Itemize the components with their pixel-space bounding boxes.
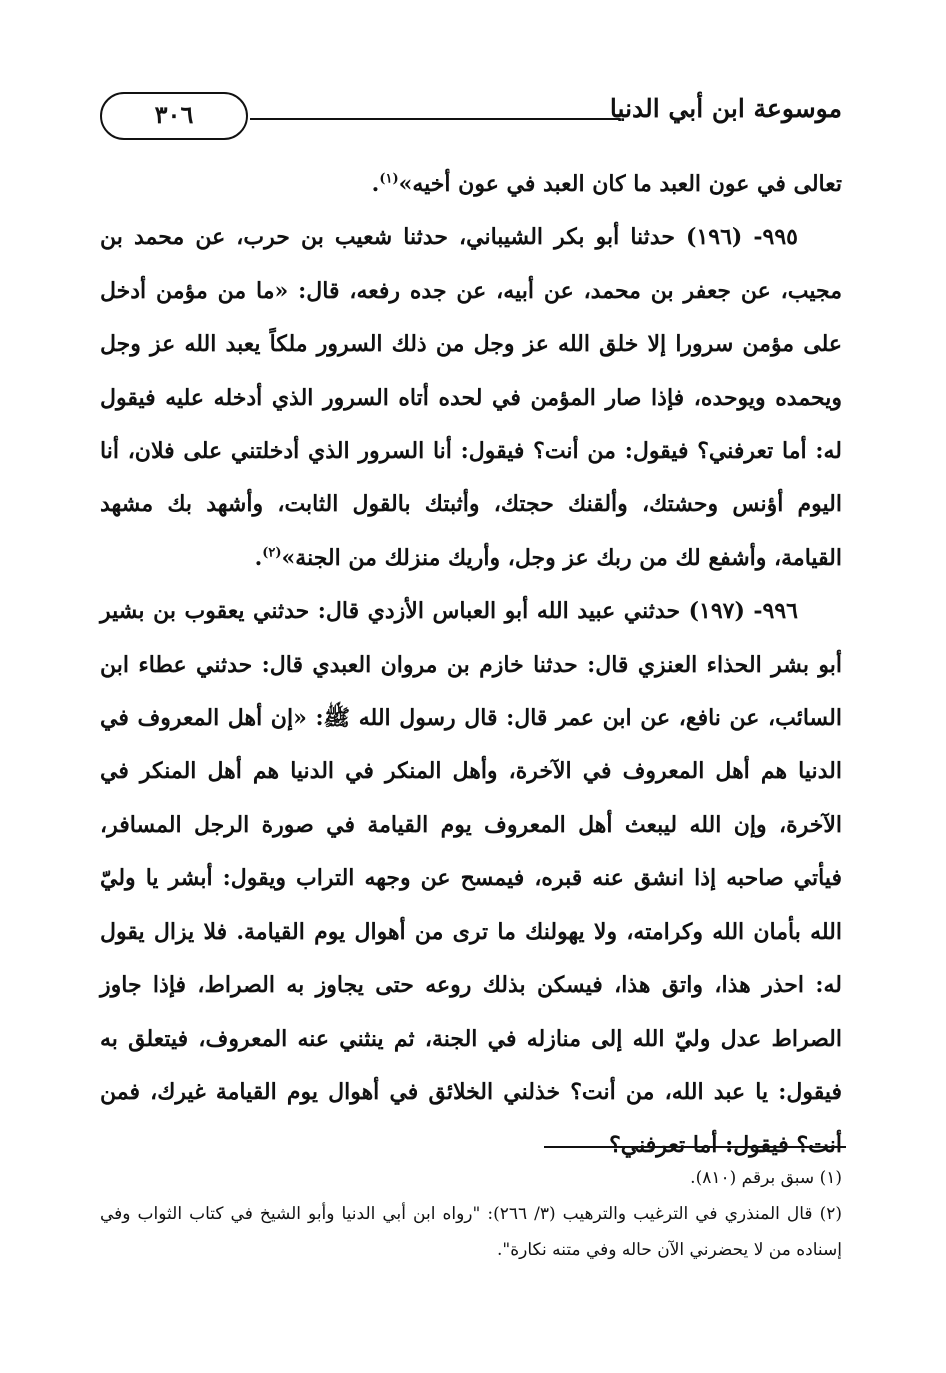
hadith-996-paragraph: ٩٩٦- (١٩٧) حدثني عبيد الله أبو العباس الأزدي قال: حدثني يعقوب بن بشير أبو بشر الحذاء العنزي قال: حدثنا خازم بن مروان العبدي قال: حدثني عطاء ابن السائب، عن نافع، عن ابن عمر قال: قال رسول الله ﷺ: «إن أهل المعروف في الدنيا هم أهل المعروف في الآخرة، وأهل المنكر في الدنيا هم أهل المنكر في الآخرة، وإن الله ليبعث أهل المعروف يوم القيامة في صورة الرجل المسافر، فيأتي صاحبه إذا انشق عنه قبره، فيمسح عن وجهه التراب ويقول: أبشر يا وليّ الله بأمان الله وكرامته، ولا يهولنك ما ترى من أهوال يوم القيامة. فلا يزال يقول له: احذر هذا، واتق هذا، فيسكن بذلك روعه حتى يجاوز به الصراط، فإذا جاوز الصراط عدل وليّ الله إلى منازله في الجنة، ثم ينثني عنه المعروف، فيتعلق به فيقول: يا عبد الله، من أنت؟ خذلني الخلائق في أهوال يوم القيامة غيرك، فمن أنت؟ فيقول: أما تعرفني؟ bbox=[100, 598, 842, 1159]
hadith-995-text: ٩٩٥- (١٩٦) حدثنا أبو بكر الشيباني، حدثنا شعيب بن حرب، عن محمد بن مجيب، عن جعفر بن محمد، عن أبيه، عن جده رفعه، قال: «ما من مؤمن أدخل على مؤمن سرورا إلا خلق الله عز وجل من ذلك السرور ملكاً يعبد الله عز وجل ويحمده ويوحده، فإذا صار المؤمن في لحده أتاه السرور الذي أدخله عليه فيقول له: أما تعرفني؟ فيقول: من أنت؟ فيقول: أنا السرور الذي أدخلتني على فلان، أنا اليوم أؤنس وحشتك، وألقنك حجتك، وأثبتك بالقول الثابت، وأشهد بك مشهد القيامة، وأشفع لك من ربك عز وجل، وأريك منزلك من الجنة» bbox=[100, 224, 842, 571]
footnotes bbox=[100, 1160, 842, 1268]
footnote-ref-2: (٢) bbox=[262, 545, 282, 561]
footnote-ref-1: (١) bbox=[379, 171, 399, 187]
hadith-995-end: . bbox=[254, 544, 263, 571]
continuation-text: تعالى في عون العبد ما كان العبد في عون أخيه» bbox=[398, 171, 842, 197]
continuation-end: . bbox=[371, 171, 380, 197]
page-body bbox=[100, 158, 842, 1173]
hadith-995-paragraph bbox=[100, 211, 842, 585]
book-title: موسوعة ابن أبي الدنيا bbox=[609, 94, 842, 123]
header-rule bbox=[250, 118, 620, 120]
page-header bbox=[100, 88, 842, 146]
page-number: ٣٠٦ bbox=[100, 92, 248, 140]
footnote-1: (١) سبق برقم (٨١٠). bbox=[690, 1168, 842, 1188]
footnote-2: (٢) قال المنذري في الترغيب والترهيب (٣/ ٢٦٦): "رواه ابن أبي الدنيا وأبو الشيخ في كتاب الثواب وفي إسناده من لا يحضرني الآن حاله وفي متنه نكارة". bbox=[100, 1204, 842, 1260]
continuation-paragraph bbox=[100, 158, 842, 211]
footnote-separator bbox=[544, 1146, 846, 1148]
